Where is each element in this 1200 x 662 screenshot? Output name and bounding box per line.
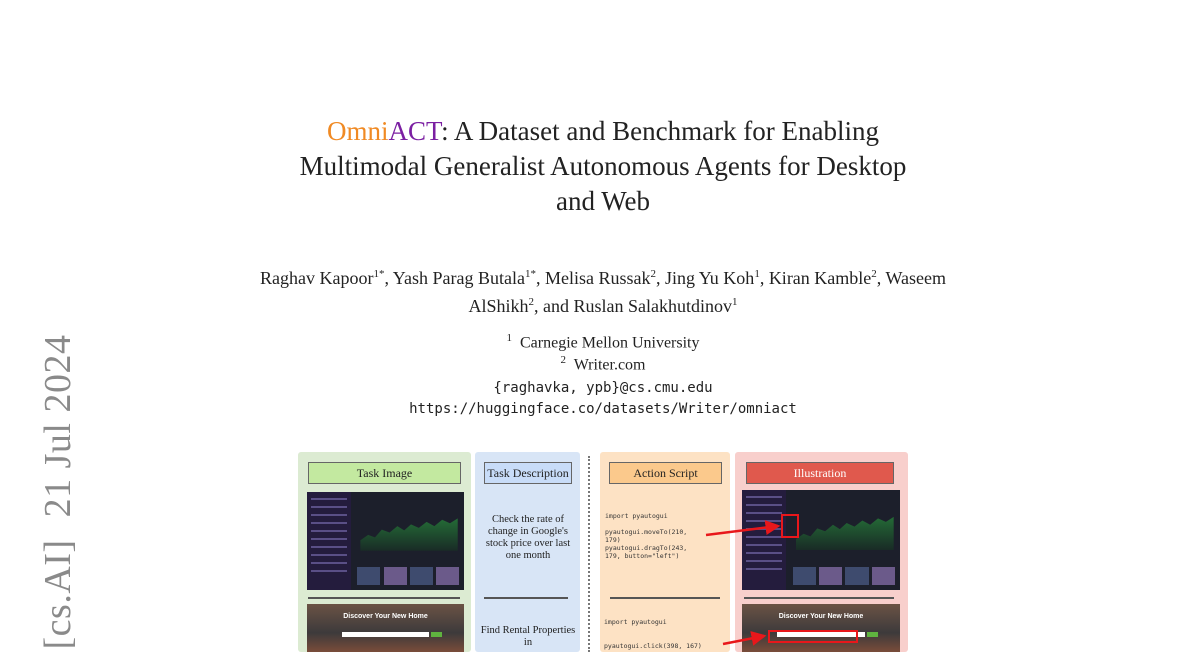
- script-line: import pyautogui: [604, 618, 667, 626]
- web-title: Discover Your New Home: [343, 613, 428, 620]
- script-line: pyautogui.click(398, 167): [604, 642, 702, 650]
- arrow-to-chart: [706, 526, 778, 535]
- script-line: pyautogui.moveTo(210,: [605, 528, 688, 536]
- action-script-header: Action Script: [609, 462, 722, 484]
- author-name: Melisa Russak: [544, 268, 651, 288]
- author-separator: ,: [876, 268, 886, 288]
- arrow-to-search: [723, 636, 764, 644]
- author-name: Raghav Kapoor: [259, 268, 374, 288]
- author-affiliation-mark: 1*: [373, 268, 385, 280]
- task-image-header: Task Image: [308, 462, 461, 484]
- task-description-header: Task Description: [484, 462, 572, 484]
- title-line1-rest: : A Dataset and Benchmark for Enabling: [441, 116, 880, 146]
- author-name: Kiran Kamble: [768, 268, 872, 288]
- author-affiliation-mark: 2: [528, 296, 534, 308]
- web-title: Discover Your New Home: [778, 613, 864, 620]
- script-line: pyautogui.dragTo(243,: [605, 544, 688, 552]
- affiliation-1: $^1$ Carnegie Mellon University: [506, 332, 700, 352]
- author-separator: ,: [384, 268, 393, 288]
- author-separator: , and: [534, 296, 574, 316]
- author-list: [240, 262, 966, 318]
- action-arrows: [298, 452, 910, 652]
- author-affiliation-mark: 2: [871, 268, 877, 280]
- author-name: Ruslan Salakhutdinov: [573, 296, 732, 316]
- author-name: Jing Yu Koh: [664, 268, 755, 288]
- author-affiliation-mark: 1: [754, 268, 760, 280]
- author-name: Yash Parag Butala: [392, 268, 525, 288]
- author-separator: ,: [759, 268, 769, 288]
- arxiv-date: 21 Jul 2024: [37, 334, 79, 518]
- author-separator: ,: [535, 268, 545, 288]
- author-emails: {raghavka, ypb}@cs.cmu.edu: [493, 379, 713, 396]
- author-name: Waseem AlShikh: [468, 268, 946, 316]
- author-affiliation-mark: 1: [732, 296, 738, 308]
- title-line3: and Web: [555, 186, 651, 216]
- task-description-1: Check the rate of change in Google's stock price over last one month: [485, 514, 571, 561]
- task-description-2: Find Rental Properties in: [480, 625, 576, 648]
- affiliations: [350, 328, 856, 420]
- title-line2: Multimodal Generalist Autonomous Agents for Desktop: [299, 151, 907, 181]
- dataset-link[interactable]: https://huggingface.co/datasets/Writer/omniact: [409, 400, 797, 417]
- arxiv-side-stamp: [36, 322, 80, 662]
- author-separator: ,: [655, 268, 665, 288]
- arxiv-category: [cs.AI]: [37, 539, 79, 650]
- overview-figure: [298, 452, 910, 652]
- title-act: ACT: [388, 116, 442, 146]
- author-affiliation-mark: 2: [650, 268, 656, 280]
- script-line: 179, button="left"): [605, 552, 680, 560]
- paper-title: [250, 114, 956, 219]
- affiliation-2: $^2$ Writer.com: [560, 354, 646, 374]
- script-line: import pyautogui: [605, 512, 668, 520]
- title-omni: Omni: [326, 116, 389, 146]
- author-affiliation-mark: 1*: [524, 268, 536, 280]
- script-line: 179): [605, 536, 621, 544]
- illustration-header: Illustration: [746, 462, 894, 484]
